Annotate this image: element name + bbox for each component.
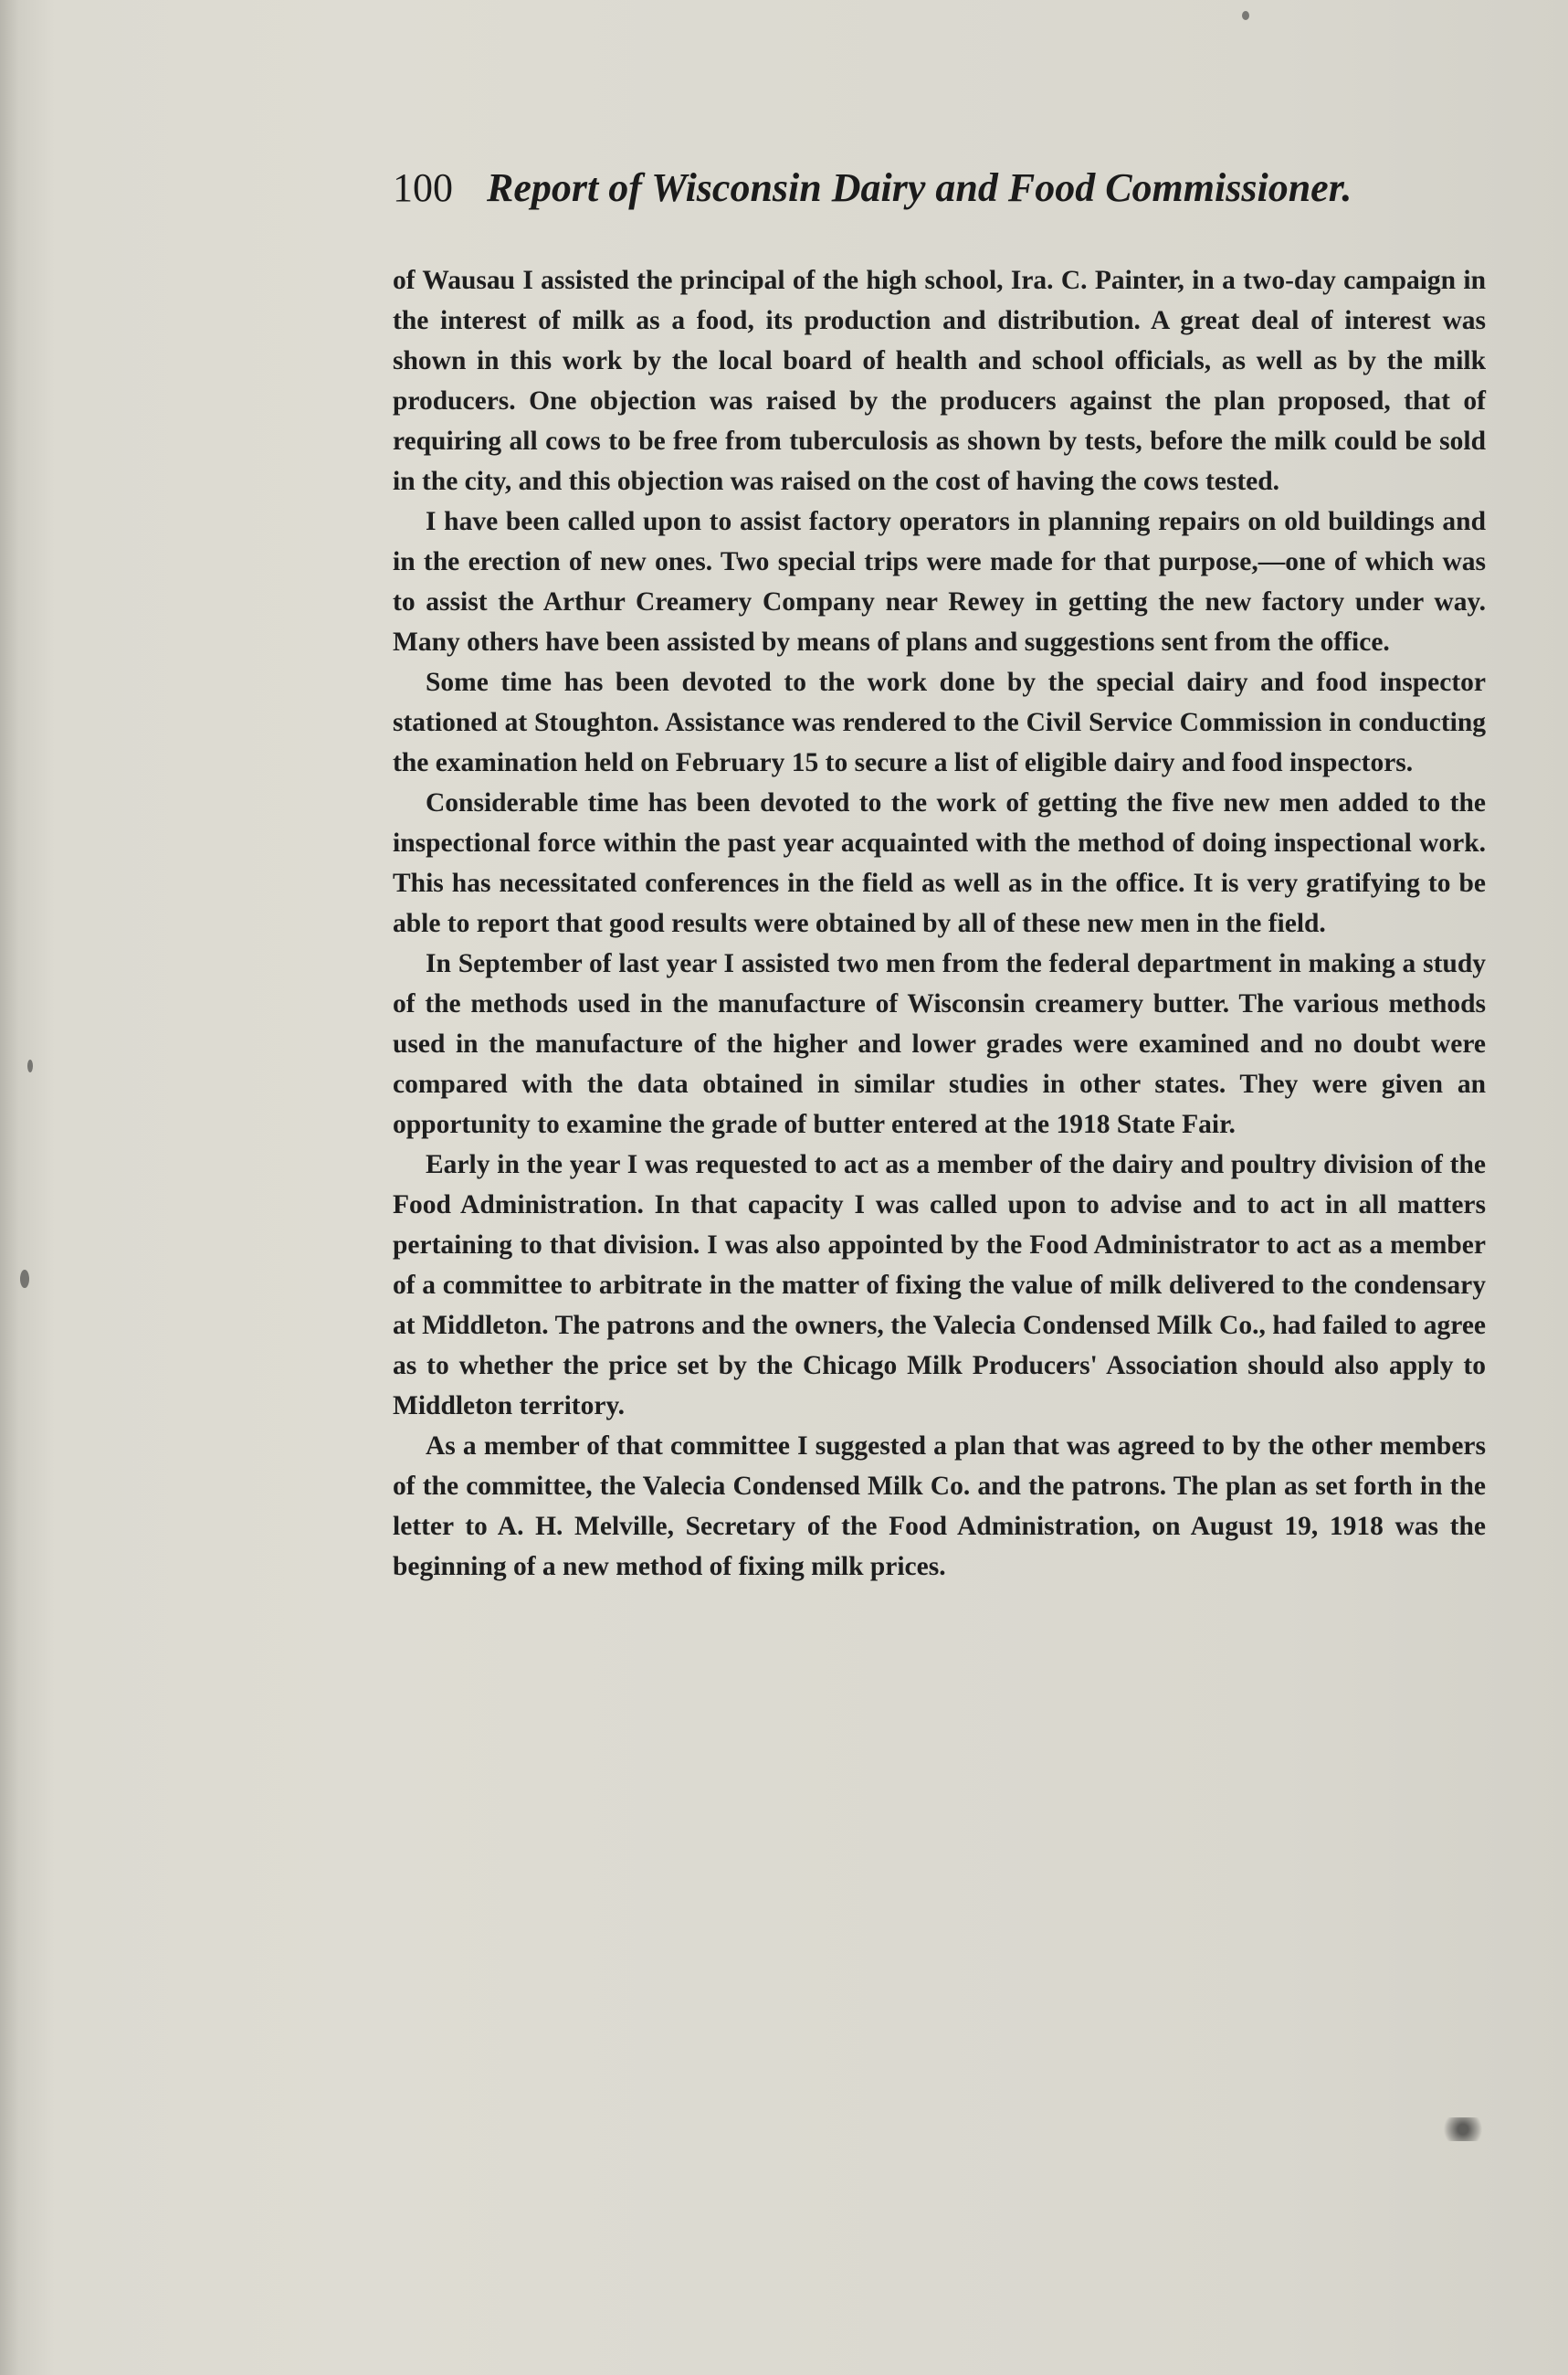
paragraph: Some time has been devoted to the work done by the special dairy and food inspector stationed at Stoughton. Assistance was rendered to the Civil Service Commission in conducting the examination held on February 15 to secure a list of eligible dairy and food inspectors. [393,668,1486,777]
paragraph: Considerable time has been devoted to the work of getting the five new men added to the inspectional force within the past year acquainted with the method of doing inspectional work. This has necessitated conferences in the field as well as in the office. It is very gratifying to be able to report that good results were obtained by all of these new men in the field. [393,788,1486,938]
page-number: 100 [393,165,453,210]
print-speck [20,1270,29,1288]
paragraph: I have been called upon to assist factory operators in planning repairs on old buildings and in the erection of new ones. Two special trips were made for that purpose,—one of which was to assist the Arthur Creamery Company near Rewey in getting the new factory under way. Many others have been assisted by means of plans and suggestions sent from the office. [393,507,1486,657]
page-binding-edge [0,0,18,2375]
page-header [393,164,1489,219]
body-text [393,260,1486,1587]
running-title: Report of Wisconsin Dairy and Food Commissioner. [487,165,1352,210]
paragraph: of Wausau I assisted the principal of the high school, Ira. C. Painter, in a two-day campaign in the interest of milk as a food, its production and distribution. A great deal of interest was shown in this work by the local board of health and school officials, as well as by the milk producers. One objection was raised by the producers against the plan proposed, that of requiring all cows to be free from tuberculosis as shown by tests, before the milk could be sold in the city, and this objection was raised on the cost of having the cows tested. [393,266,1486,496]
paragraph: In September of last year I assisted two men from the federal department in making a study of the methods used in the manufacture of Wisconsin creamery butter. The various methods used in the manufacture of the higher and lower grades were examined and no doubt were compared with the data obtained in similar studies in other states. They were given an opportunity to examine the grade of butter entered at the 1918 State Fair. [393,949,1486,1139]
print-speck [27,1060,33,1072]
paragraph: Early in the year I was requested to act as a member of the dairy and poultry division of the Food Administration. In that capacity I was called upon to advise and to act in all matters pertaining to that division. I was also appointed by the Food Administrator to act as a member of a committee to arbitrate in the matter of fixing the value of milk delivered to the condensary at Middleton. The patrons and the owners, the Valecia Condensed Milk Co., had failed to agree as to whether the price set by the Chicago Milk Producers' Association should also apply to Middleton territory. [393,1150,1486,1420]
paragraph: As a member of that committee I suggested a plan that was agreed to by the other members of the committee, the Valecia Condensed Milk Co. and the patrons. The plan as set forth in the letter to A. H. Melville, Secretary of the Food Administration, on August 19, 1918 was the beginning of a new method of fixing milk prices. [393,1431,1486,1581]
ink-smudge [1440,2117,1486,2141]
print-speck [1242,11,1249,20]
